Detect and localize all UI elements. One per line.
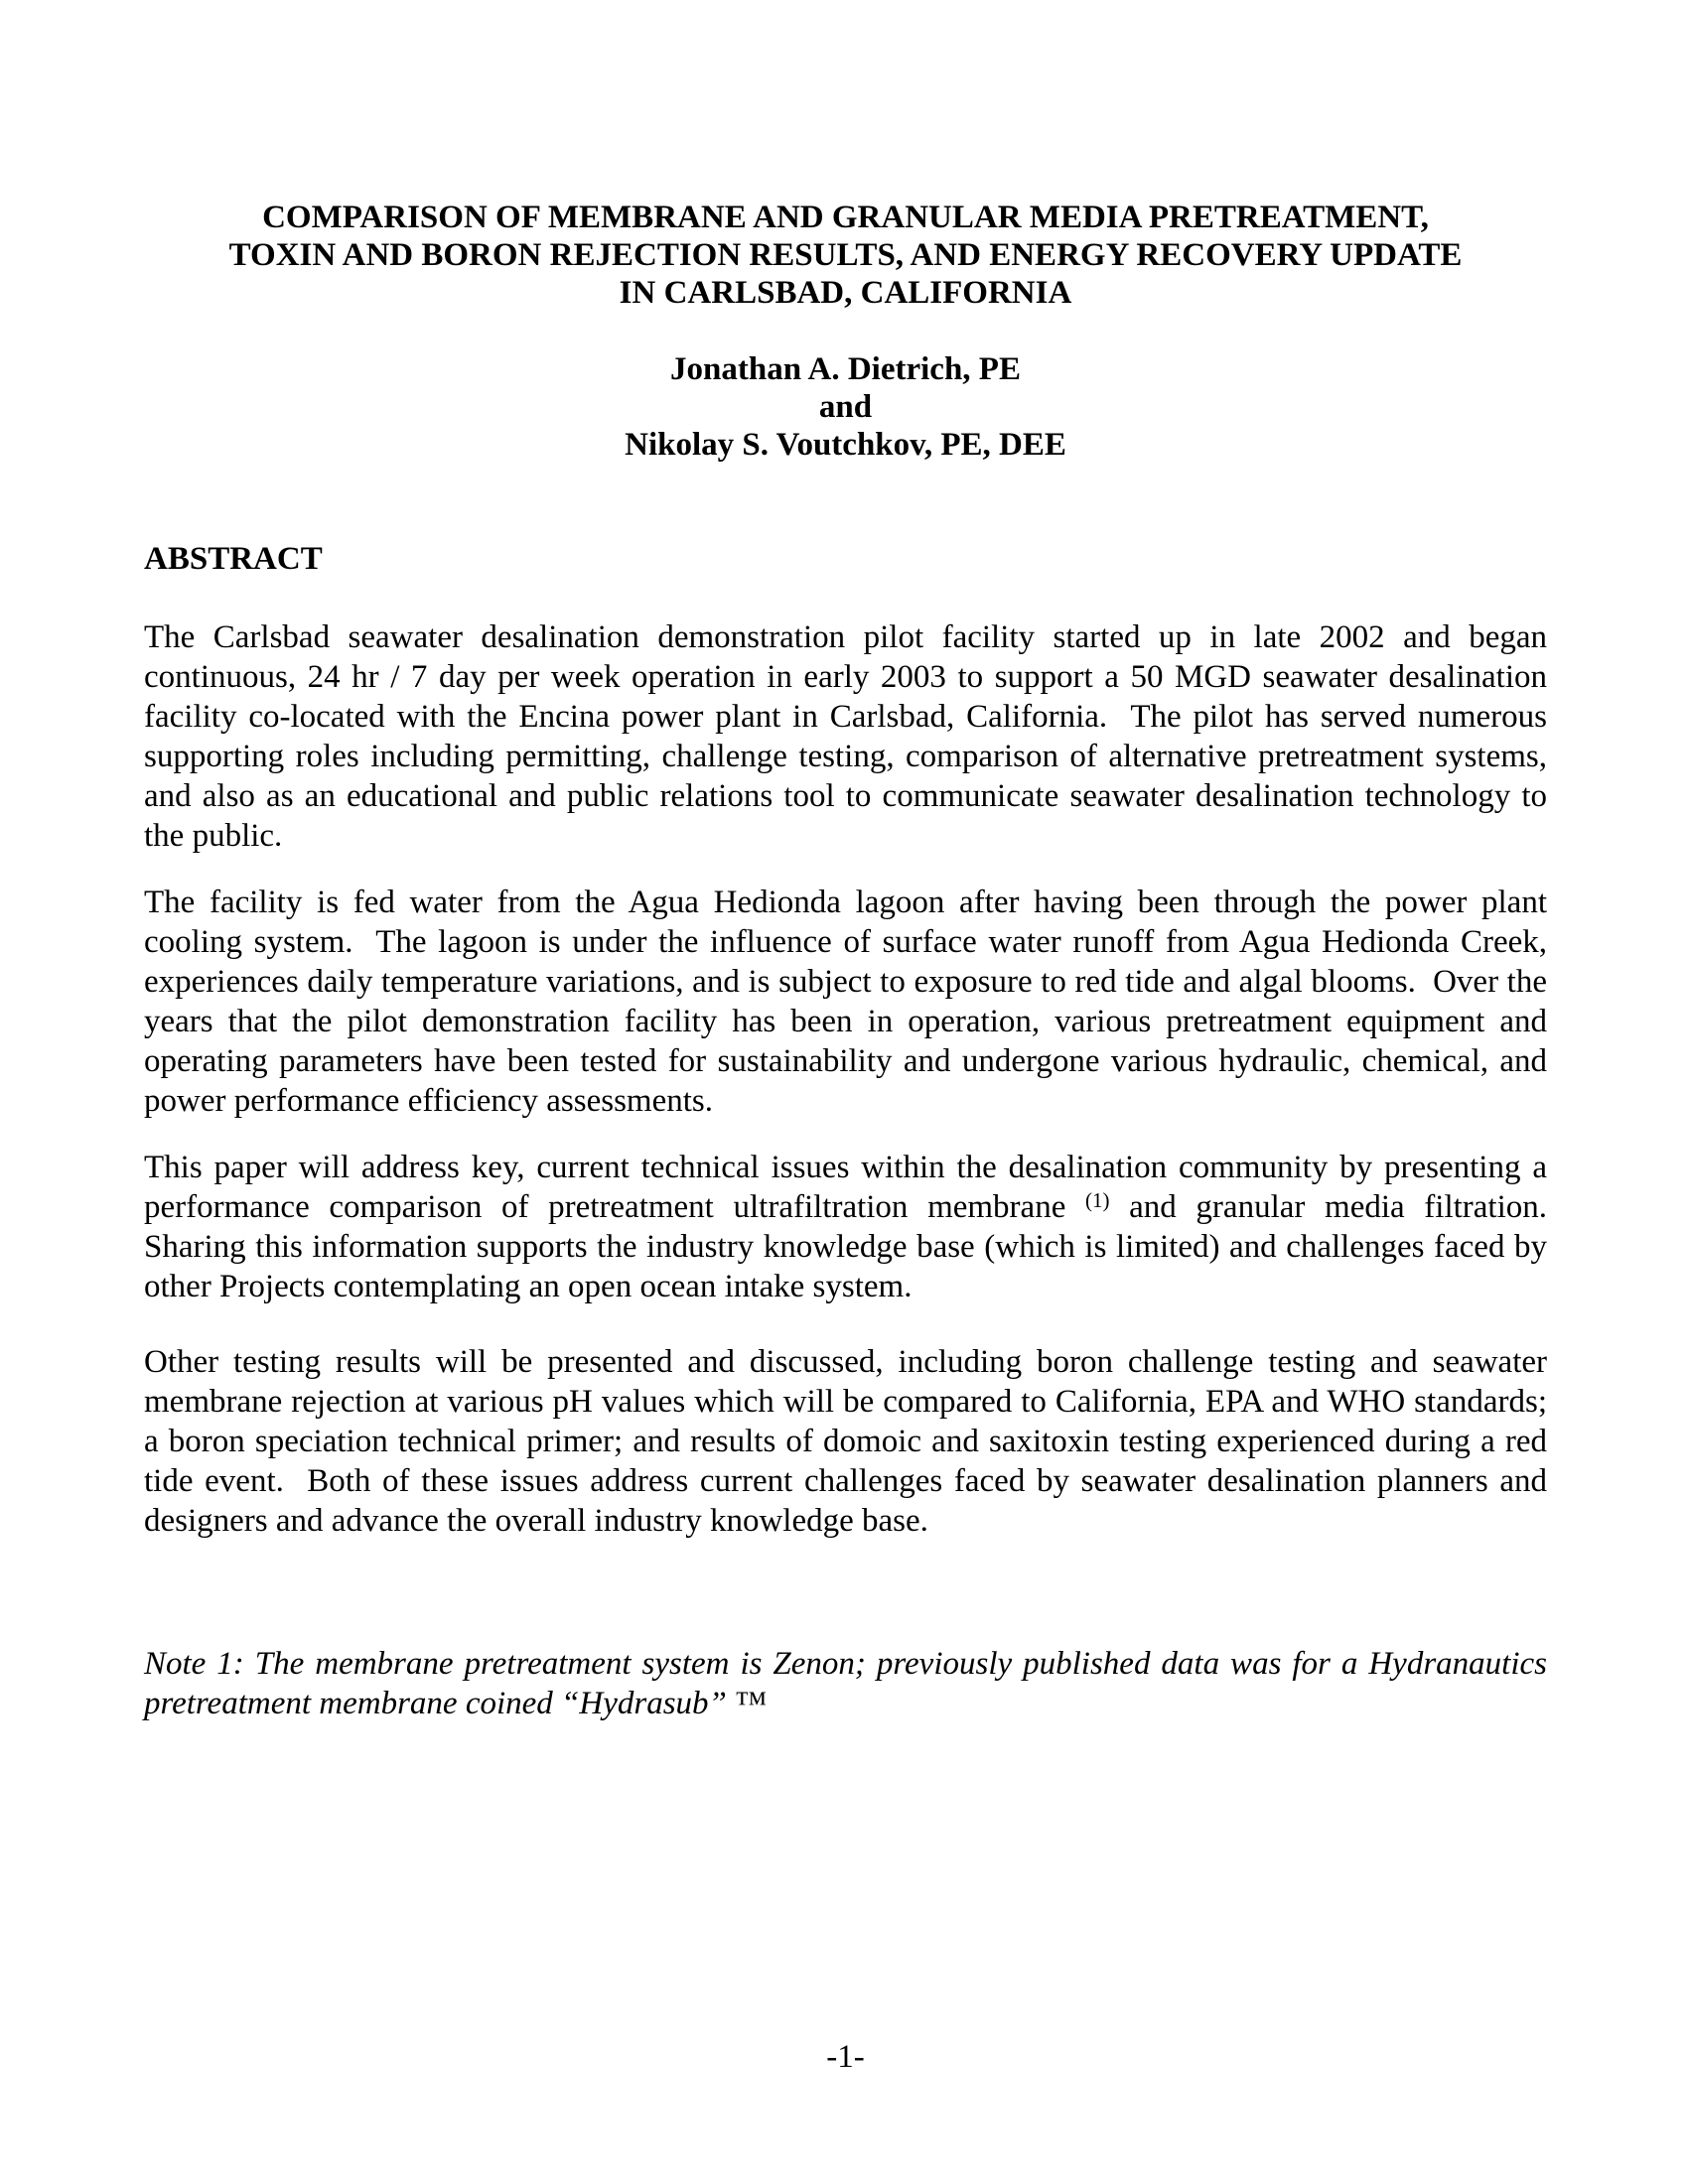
abstract-heading: ABSTRACT: [144, 541, 323, 577]
paragraph-text: and granular media filtration. Sharing this information supports the industry knowledge base (which is limited) and challenges faced by other Projects contemplating an open ocean intake system.: [144, 1189, 1564, 1304]
abstract-paragraph-4: Other testing results will be presented and discussed, including boron challenge testing and seawater membrane rejection at various pH values which will be compared to California, EPA and WHO standards; a boron speciation technical primer; and results of domoic and saxitoxin testing experienced during a red tide event. Both of these issues address current challenges faced by seawater desalination planners and designers and advance the overall industry knowledge base.: [144, 1344, 1556, 1539]
paper-title-line-2: TOXIN AND BORON REJECTION RESULTS, AND ENERGY RECOVERY UPDATE: [228, 237, 1463, 273]
paper-title: [144, 199, 1547, 312]
footnote-reference-marker: (1): [1085, 1188, 1110, 1212]
abstract-paragraph-3: [144, 1148, 1564, 1306]
author-name-1: Jonathan A. Dietrich, PE: [670, 351, 1021, 387]
paper-title-line-1: COMPARISON OF MEMBRANE AND GRANULAR MEDIA PRETREATMENT,: [262, 200, 1429, 235]
abstract-paragraph-2: The facility is fed water from the Agua Hedionda lagoon after having been through the power plant cooling system. The lagoon is under the influence of surface water runoff from Agua Hedionda Creek, experiences daily temperature variations, and is subject to exposure to red tide and algal blooms. Over the years that the pilot demonstration facility has been in operation, various pretreatment equipment and operating parameters have been tested for sustainability and undergone various hydraulic, chemical, and power performance efficiency assessments.: [144, 885, 1556, 1119]
author-block: [144, 350, 1547, 464]
trademark-symbol: ™: [735, 1686, 768, 1721]
paper-title-line-3: IN CARLSBAD, CALIFORNIA: [619, 275, 1072, 311]
abstract-paragraph-1: The Carlsbad seawater desalination demonstration pilot facility started up in late 2002 and began continuous, 24 hr / 7 day per week operation in early 2003 to support a 50 MGD seawater desalination facility co-located with the Encina power plant in Carlsbad, California. The pilot has served numerous supporting roles including permitting, challenge testing, comparison of alternative pretreatment systems, and also as an educational and public relations tool to communicate seawater desalination technology to the public.: [144, 619, 1556, 854]
footnote: [144, 1644, 1556, 1723]
page-number: -1-: [826, 2039, 865, 2075]
author-name-2: Nikolay S. Voutchkov, PE, DEE: [625, 427, 1066, 463]
author-separator: and: [818, 389, 873, 425]
paragraph-text: This paper will address key, current technical issues within the desalination community by presenting a performance comparison of pretreatment ultrafiltration membrane: [144, 1150, 1556, 1225]
footnote-text: Note 1: The membrane pretreatment system is Zenon; previously published data was for a Hydranautics pretreatment membrane coined “Hydrasub”: [144, 1646, 1556, 1721]
